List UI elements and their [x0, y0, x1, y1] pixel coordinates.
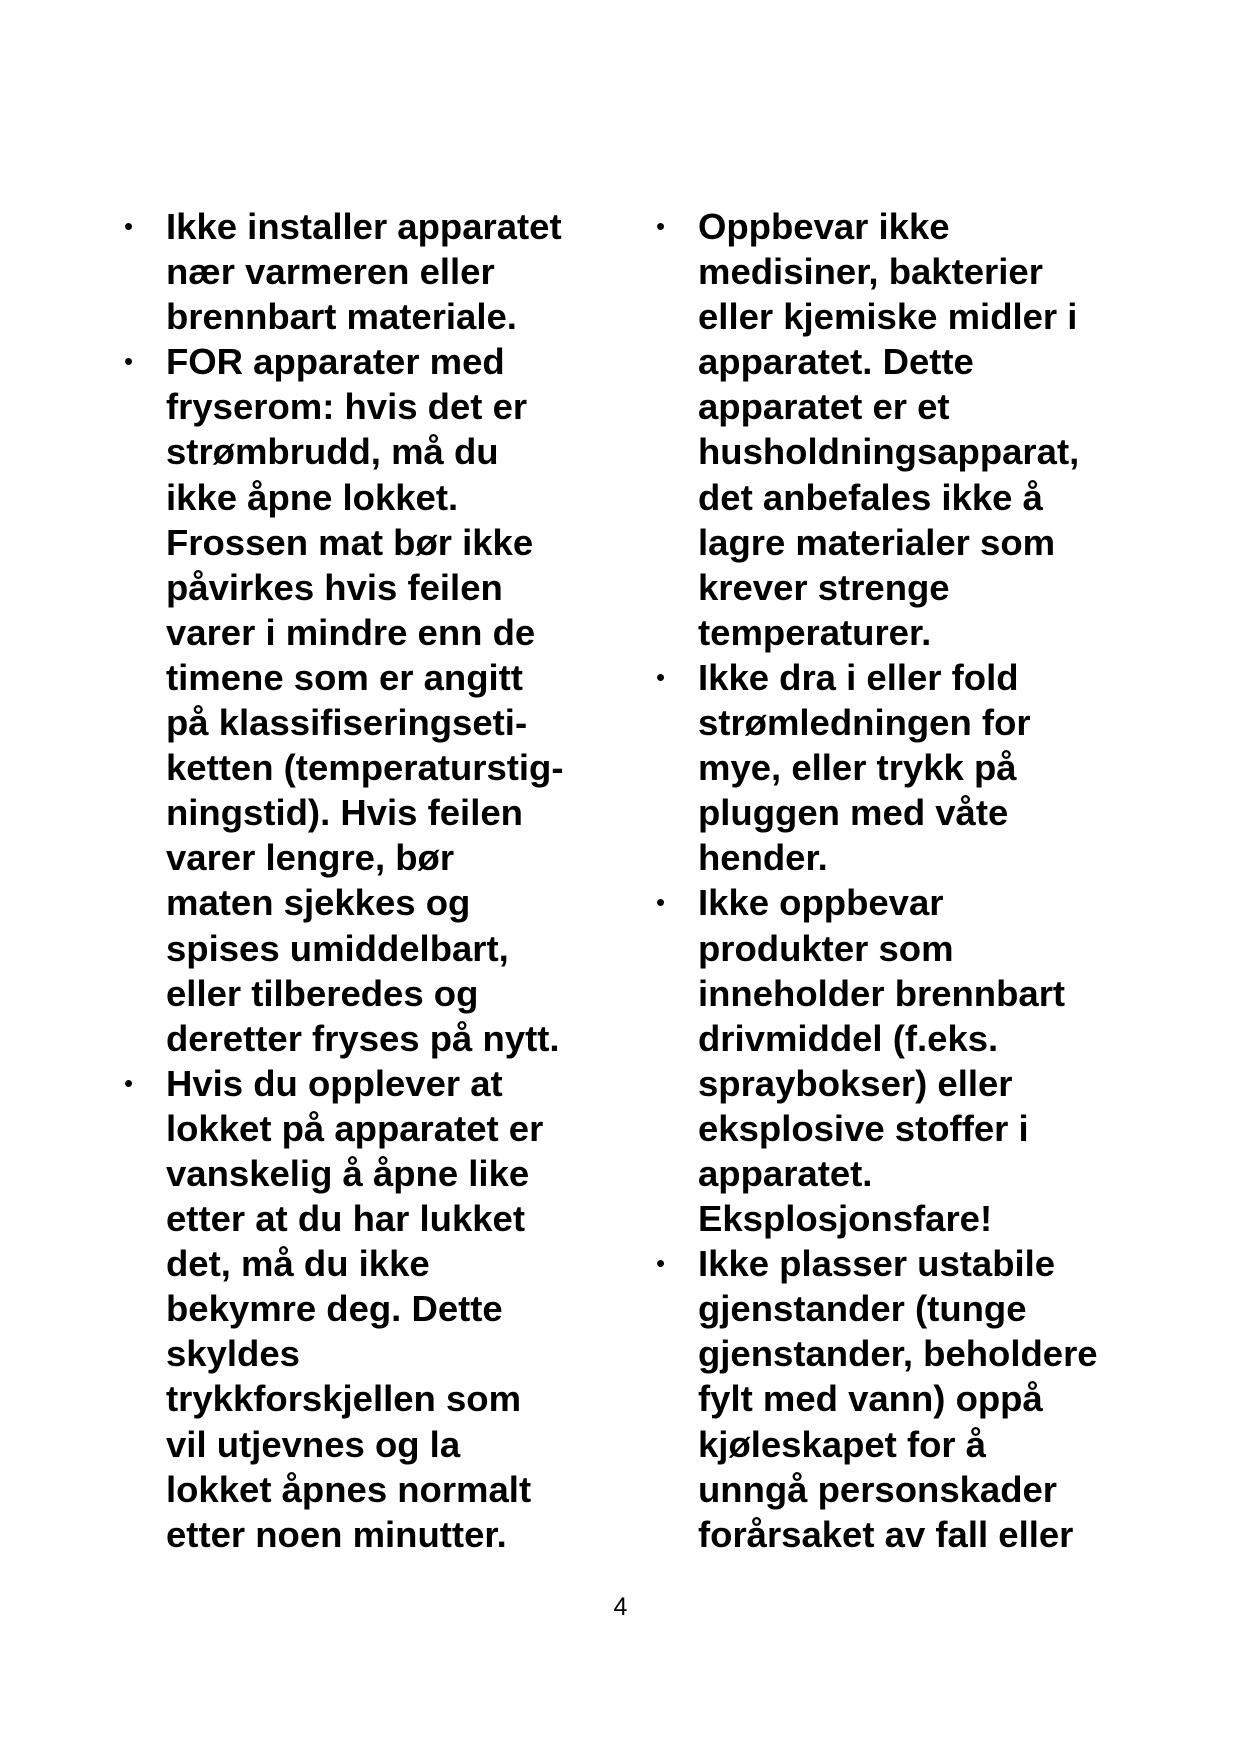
text-line: eller tilberedes og: [166, 972, 479, 1014]
text-line: eksplosive stoffer i: [698, 1107, 1029, 1149]
text-line: kjøleskapet for å: [698, 1423, 987, 1465]
text-line: Ikke dra i eller fold: [698, 656, 1019, 698]
text-line: eller kjemiske midler i: [698, 296, 1078, 338]
text-line: ningstid). Hvis feilen: [166, 792, 523, 834]
bullet-item-explosive-substances: [636, 880, 1196, 1241]
text-line: lokket på apparatet er: [166, 1107, 544, 1149]
text-line: vil utjevnes og la: [166, 1423, 461, 1465]
text-line: Frossen mat bør ikke: [166, 521, 534, 563]
bullet-item-unstable-objects: [636, 1241, 1196, 1557]
text-line: påvirkes hvis feilen: [166, 566, 503, 608]
text-line: lagre materialer som: [698, 521, 1056, 563]
text-line: Ikke installer apparatet: [166, 206, 562, 247]
text-line: temperaturer.: [698, 611, 932, 653]
bullet-item-lid-pressure: [104, 1061, 614, 1557]
text-line: maten sjekkes og: [166, 882, 471, 924]
text-line: det, må du ikke: [166, 1243, 430, 1285]
page-number: 4: [613, 1593, 628, 1621]
text-line: trykkforskjellen som: [166, 1378, 522, 1420]
text-line: fryserom: hvis det er: [166, 386, 528, 428]
bullet-icon: •: [124, 211, 134, 241]
bullet-icon: •: [656, 211, 666, 241]
text-line: varer i mindre enn de: [166, 611, 536, 653]
text-line: medisiner, bakterier: [698, 251, 1043, 293]
text-line: nær varmeren eller: [166, 251, 495, 293]
text-line: apparatet.: [698, 1152, 873, 1194]
bullet-icon: •: [656, 661, 666, 692]
text-line: Hvis du opplever at: [166, 1062, 503, 1104]
text-line: lokket åpnes normalt: [166, 1468, 532, 1510]
text-line: Ikke oppbevar: [698, 882, 944, 924]
bullet-icon: •: [656, 887, 666, 918]
text-line: vanskelig å åpne like: [166, 1152, 530, 1194]
text-line: apparatet. Dette: [698, 341, 974, 383]
text-line: bekymre deg. Dette: [166, 1288, 503, 1330]
text-line: apparatet er et: [698, 386, 950, 428]
text-line: strømbrudd, må du: [166, 431, 499, 473]
bullet-item-medicine-storage: [636, 204, 1196, 655]
text-line: spraybokser) eller: [698, 1062, 1013, 1104]
text-line: produkter som: [698, 927, 954, 969]
text-line: etter at du har lukket: [166, 1198, 526, 1240]
left-column: [104, 204, 614, 1557]
text-line: Eksplosjonsfare!: [698, 1198, 993, 1240]
text-line: forårsaket av fall eller: [698, 1513, 1074, 1555]
bullet-item-power-cord: [636, 655, 1196, 880]
text-line: varer lengre, bør: [166, 837, 455, 879]
bullet-icon: •: [124, 346, 134, 377]
text-line: Oppbevar ikke: [698, 206, 950, 247]
text-line: skyldes: [166, 1333, 300, 1375]
text-line: deretter fryses på nytt.: [166, 1017, 560, 1059]
text-line: FOR apparater med: [166, 341, 505, 383]
text-line: husholdningsapparat,: [698, 431, 1080, 473]
text-line: hender.: [698, 837, 828, 879]
text-line: drivmiddel (f.eks.: [698, 1017, 999, 1059]
text-line: ikke åpne lokket.: [166, 476, 459, 518]
text-line: gjenstander, beholdere: [698, 1333, 1098, 1375]
text-line: gjenstander (tunge: [698, 1288, 1027, 1330]
text-line: timene som er angitt: [166, 656, 523, 698]
text-line: strømledningen for: [698, 702, 1031, 744]
text-line: mye, eller trykk på: [698, 747, 1017, 789]
bullet-item-installation: [104, 204, 614, 339]
text-line: ketten (temperaturstig-: [166, 747, 564, 789]
text-line: det anbefales ikke å: [698, 476, 1043, 518]
text-line: inneholder brennbart: [698, 972, 1066, 1014]
right-column: [636, 204, 1196, 1557]
bullet-icon: •: [656, 1248, 666, 1279]
text-line: krever strenge: [698, 566, 950, 608]
text-line: Ikke plasser ustabile: [698, 1243, 1056, 1285]
text-line: fylt med vann) oppå: [698, 1378, 1043, 1420]
text-line: brennbart materiale.: [166, 296, 517, 338]
text-line: spises umiddelbart,: [166, 927, 509, 969]
text-line: på klassifiseringseti-: [166, 702, 528, 744]
text-line: pluggen med våte: [698, 792, 1009, 834]
bullet-icon: •: [124, 1067, 134, 1098]
bullet-item-power-outage: [104, 339, 614, 1061]
text-line: etter noen minutter.: [166, 1513, 507, 1555]
text-line: unngå personskader: [698, 1468, 1058, 1510]
